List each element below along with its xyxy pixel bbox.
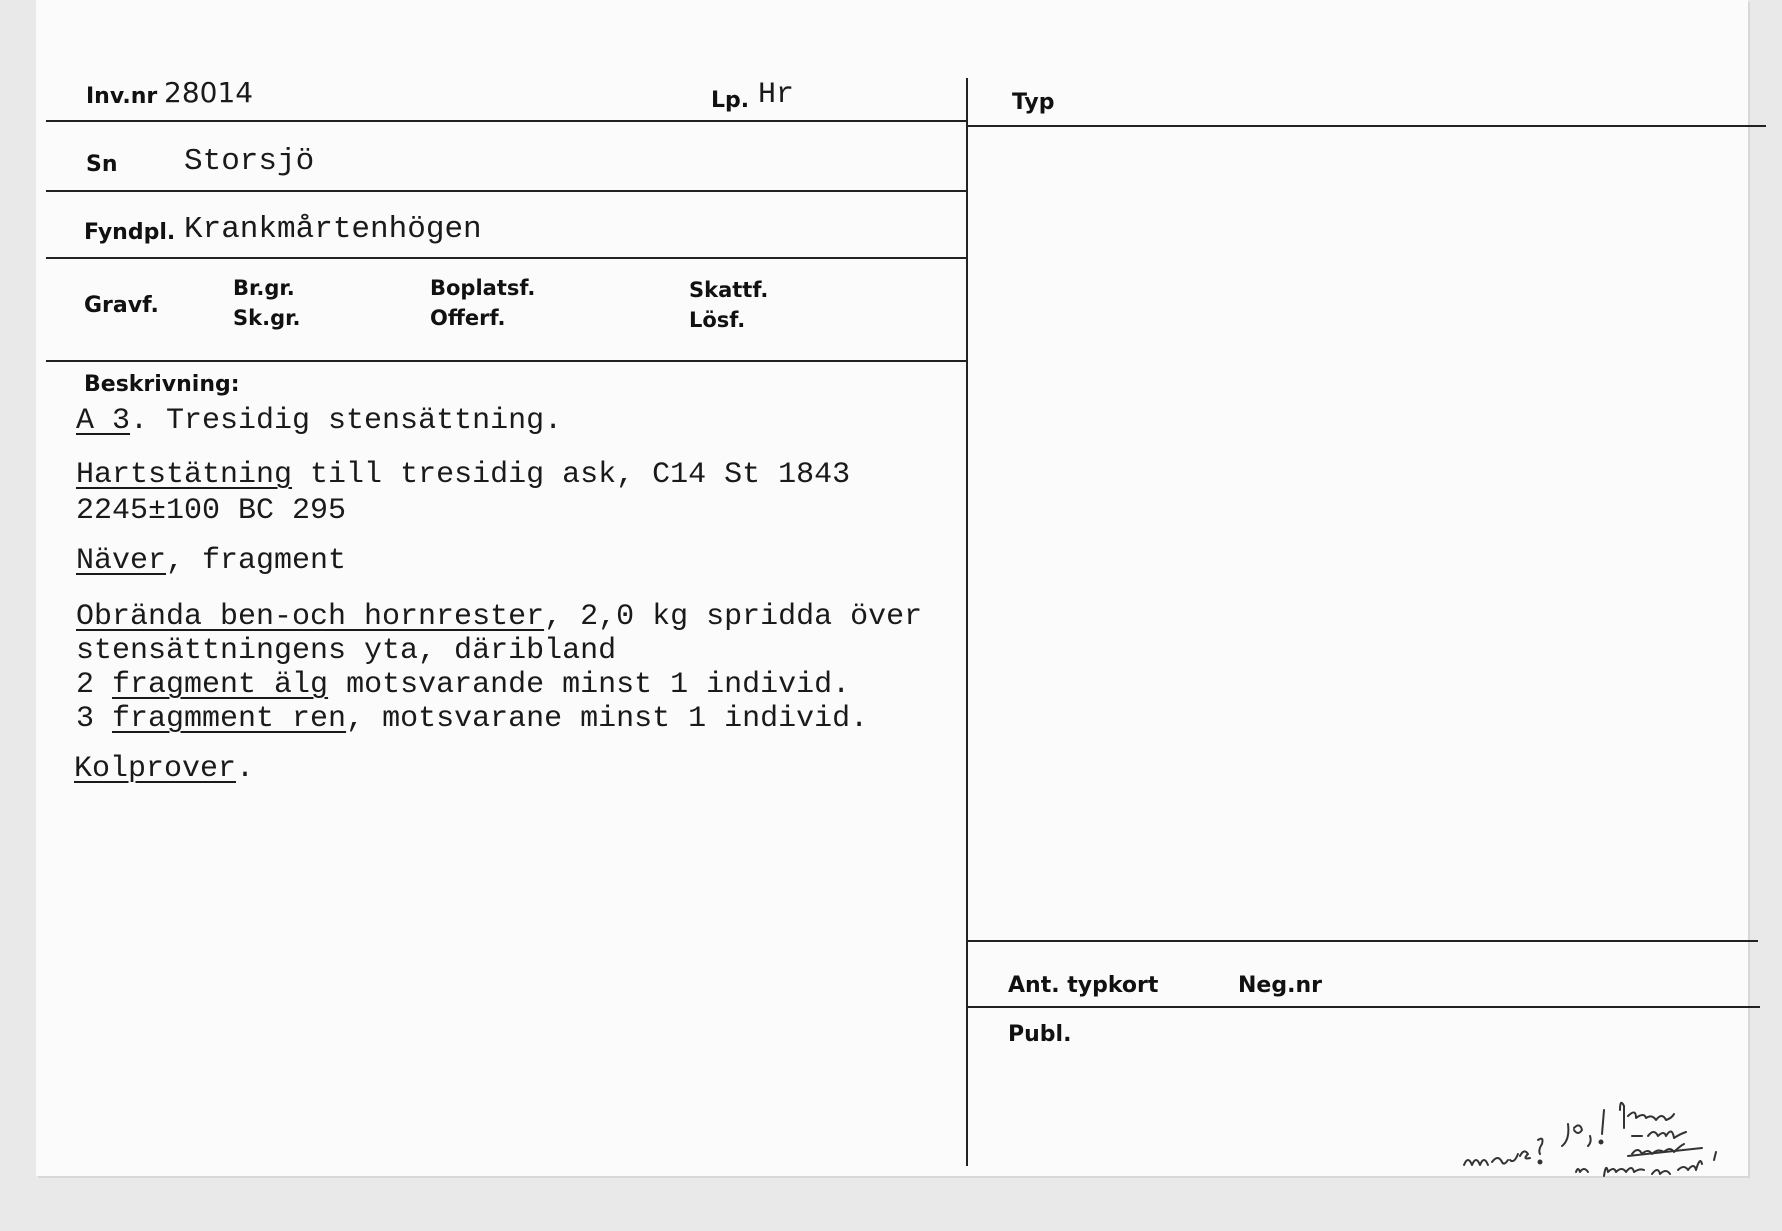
inv-nr-value: 28014 — [164, 76, 254, 109]
description-line-1: A 3. Tresidig stensättning. — [76, 404, 563, 438]
lp-label: Lp. — [711, 88, 750, 113]
lp-value: Hr — [758, 78, 795, 112]
sn-value: Storsjö — [184, 144, 315, 179]
gravf-label: Gravf. — [84, 293, 159, 318]
typ-label: Typ — [1012, 90, 1055, 115]
fragment-ren-term: fragmment ren — [112, 702, 347, 736]
boplatsf-label: Boplatsf. — [430, 276, 536, 300]
beskrivning-label: Beskrivning: — [84, 372, 240, 397]
hartstatning-term: Hartstätning — [76, 458, 293, 492]
description-line-2: Hartstätning till tresidig ask, C14 St 1843 — [76, 458, 851, 492]
neg-nr-label: Neg.nr — [1238, 973, 1322, 998]
publ-label: Publ. — [1008, 1022, 1072, 1047]
sn-label: Sn — [86, 152, 118, 177]
ref-a3: A 3 — [76, 404, 131, 438]
description-line-8: 3 fragmment ren, motsvarane minst 1 individ. — [76, 702, 869, 736]
description-line-7: 2 fragment älg motsvarande minst 1 individ. — [76, 668, 851, 702]
description-line-6: stensättningens yta, däribland — [76, 634, 617, 668]
column-divider — [966, 78, 968, 1166]
description-line-5: Obrända ben-och hornrester, 2,0 kg spridda över — [76, 600, 923, 634]
ant-typkort-label: Ant. typkort — [1008, 973, 1159, 998]
catalog-card — [36, 0, 1748, 1176]
naver-term: Näver — [76, 544, 167, 578]
fragment-alg-term: fragment älg — [112, 668, 329, 702]
divider-ant-top — [968, 940, 1758, 942]
description-line-4: Näver, fragment — [76, 544, 347, 578]
losf-label: Lösf. — [689, 308, 746, 332]
divider-inv — [46, 120, 968, 122]
inv-nr-label: Inv.nr — [86, 84, 158, 109]
divider-publ — [968, 1006, 1760, 1008]
skgr-label: Sk.gr. — [233, 306, 301, 330]
brgr-label: Br.gr. — [233, 276, 295, 300]
divider-fyndpl — [46, 257, 968, 259]
description-line-9: Kolprover. — [74, 752, 255, 786]
fyndpl-value: Krankmårtenhögen — [184, 212, 482, 247]
handwritten-note-drawing — [1456, 1070, 1776, 1190]
description-line-3: 2245±100 BC 295 — [76, 494, 347, 528]
obranda-term: Obrända ben-och hornrester — [76, 600, 545, 634]
fyndpl-label: Fyndpl. — [84, 220, 176, 245]
divider-sn — [46, 190, 968, 192]
skattf-label: Skattf. — [689, 278, 769, 302]
divider-categories — [46, 360, 968, 362]
divider-typ — [968, 125, 1766, 127]
kolprover-term: Kolprover — [74, 752, 237, 786]
offerf-label: Offerf. — [430, 306, 506, 330]
